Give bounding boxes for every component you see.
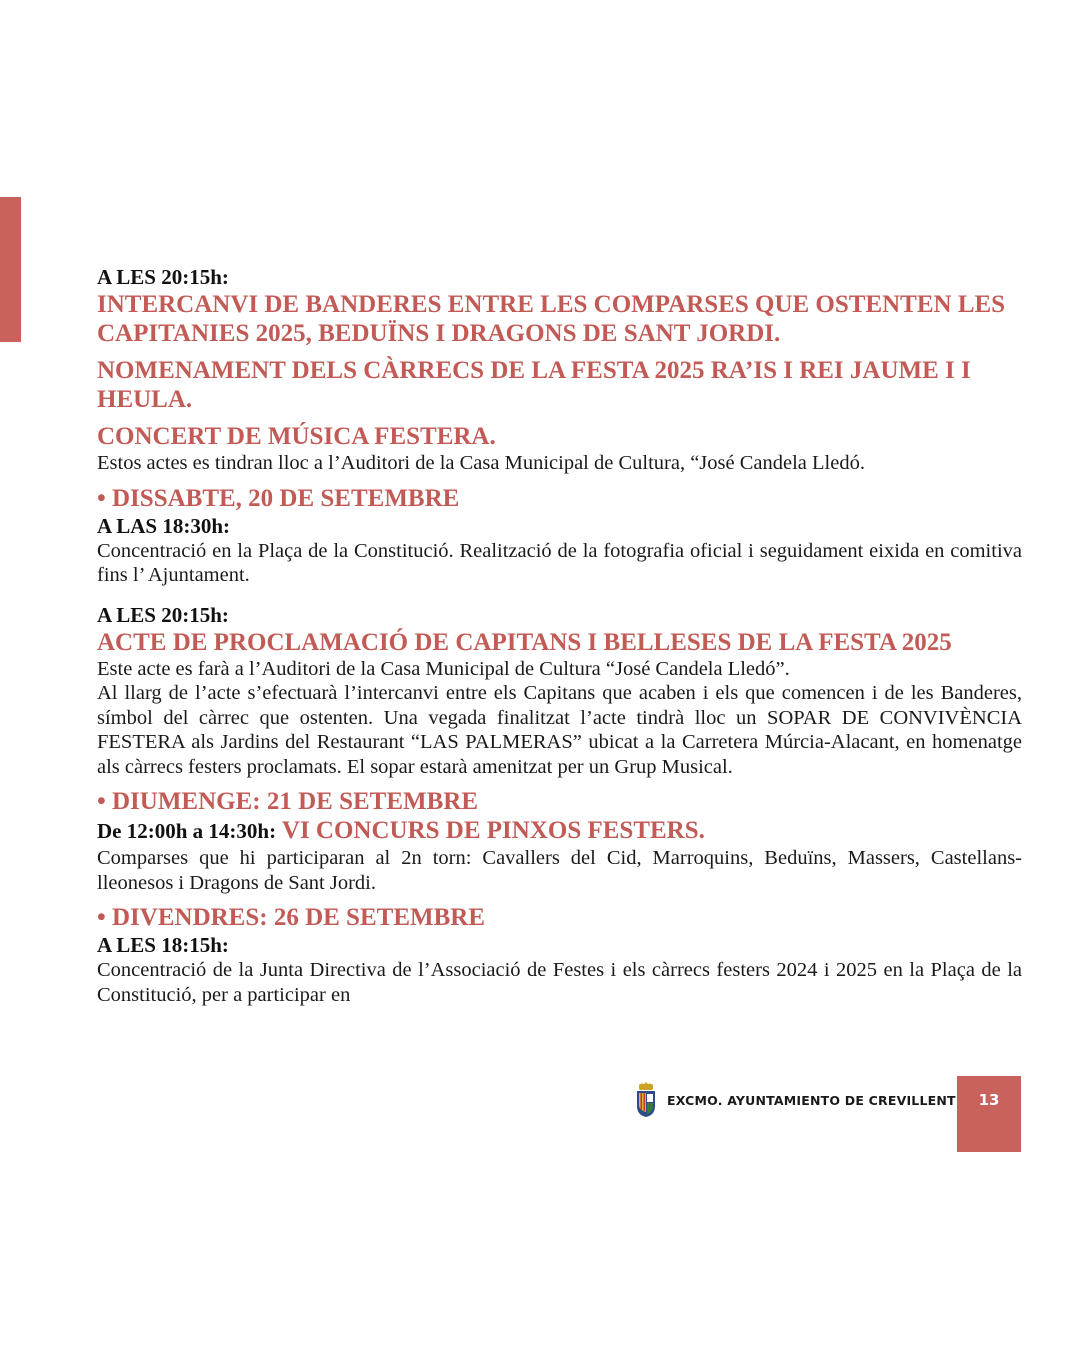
time-label: A LES 20:15h: [97,602,229,627]
page-number: 13 [957,1076,1021,1152]
event-description: Comparses que hi participaran al 2n torn: Cavallers del Cid, Marroquins, Beduïns, Massers, Castellans-lleonesos i Dragons de Sant Jordi. [97,847,1022,894]
event-description: Concentració de la Junta Directiva de l’Associació de Festes i els càrrecs festers 2024 i 2025 en la Plaça de la Constitució, per a participar en [97,959,1022,1006]
day-heading: • DIVENDRES: 26 DE SETEMBRE [97,904,485,931]
event-heading: ACTE DE PROCLAMACIÓ DE CAPITANS I BELLESES DE LA FESTA 2025 [97,628,952,656]
event-description: Estos actes es tindran lloc a l’Auditori de la Casa Municipal de Cultura, “José Candela Lledó. [97,452,865,474]
event-description: Este acte es farà a l’Auditori de la Casa Municipal de Cultura “José Candela Lledó”. [97,657,790,680]
event-heading: INTERCANVI DE BANDERES ENTRE LES COMPARSES QUE OSTENTEN LES CAPITANIES 2025, BEDUÏNS I DRAGONS DE SANT JORDI. [97,291,1006,347]
footer [634,1082,956,1118]
time-label: A LAS 18:30h: [97,513,231,538]
crest-icon [634,1082,658,1118]
event-heading: NOMENAMENT DELS CÀRRECS DE LA FESTA 2025 RA’IS I REI JAUME I I HEULA. [97,357,971,413]
time-and-event-line [97,816,1022,846]
day-heading: • DIUMENGE: 21 DE SETEMBRE [97,788,479,815]
time-label: A LES 20:15h: [97,265,229,289]
time-label: De 12:00h a 14:30h: [97,819,277,843]
day-heading: • DISSABTE, 20 DE SETEMBRE [97,484,460,512]
event-heading: VI CONCURS DE PINXOS FESTERS. [281,817,705,844]
page-content [97,264,1022,1007]
event-heading: CONCERT DE MÚSICA FESTERA. [97,423,496,450]
organization-name: EXCMO. AYUNTAMIENTO DE CREVILLENT [667,1092,956,1108]
time-label: A LES 18:15h: [97,933,229,957]
event-description: Al llarg de l’acte s’efectuarà l’intercanvi entre els Capitans que acaben i els que comencen i de les Banderes, símbol del càrrec que ostenten. Una vegada finalitzat l’acte tindrà lloc un SOPAR DE CONVIVÈNCIA FESTERA als Jardins del Restaurant “LAS PALMERAS” ubicat a la Carretera Múrcia-Alacant, en homenatge als càrrecs festers proclamats. El sopar estarà amenitzat per un Grup Musical. [97,682,1022,778]
side-tab-marker [0,197,21,342]
event-description: Concentració en la Plaça de la Constitució. Realització de la fotografia oficial i seguidament eixida en comitiva fins l’ Ajuntament. [97,539,1022,586]
